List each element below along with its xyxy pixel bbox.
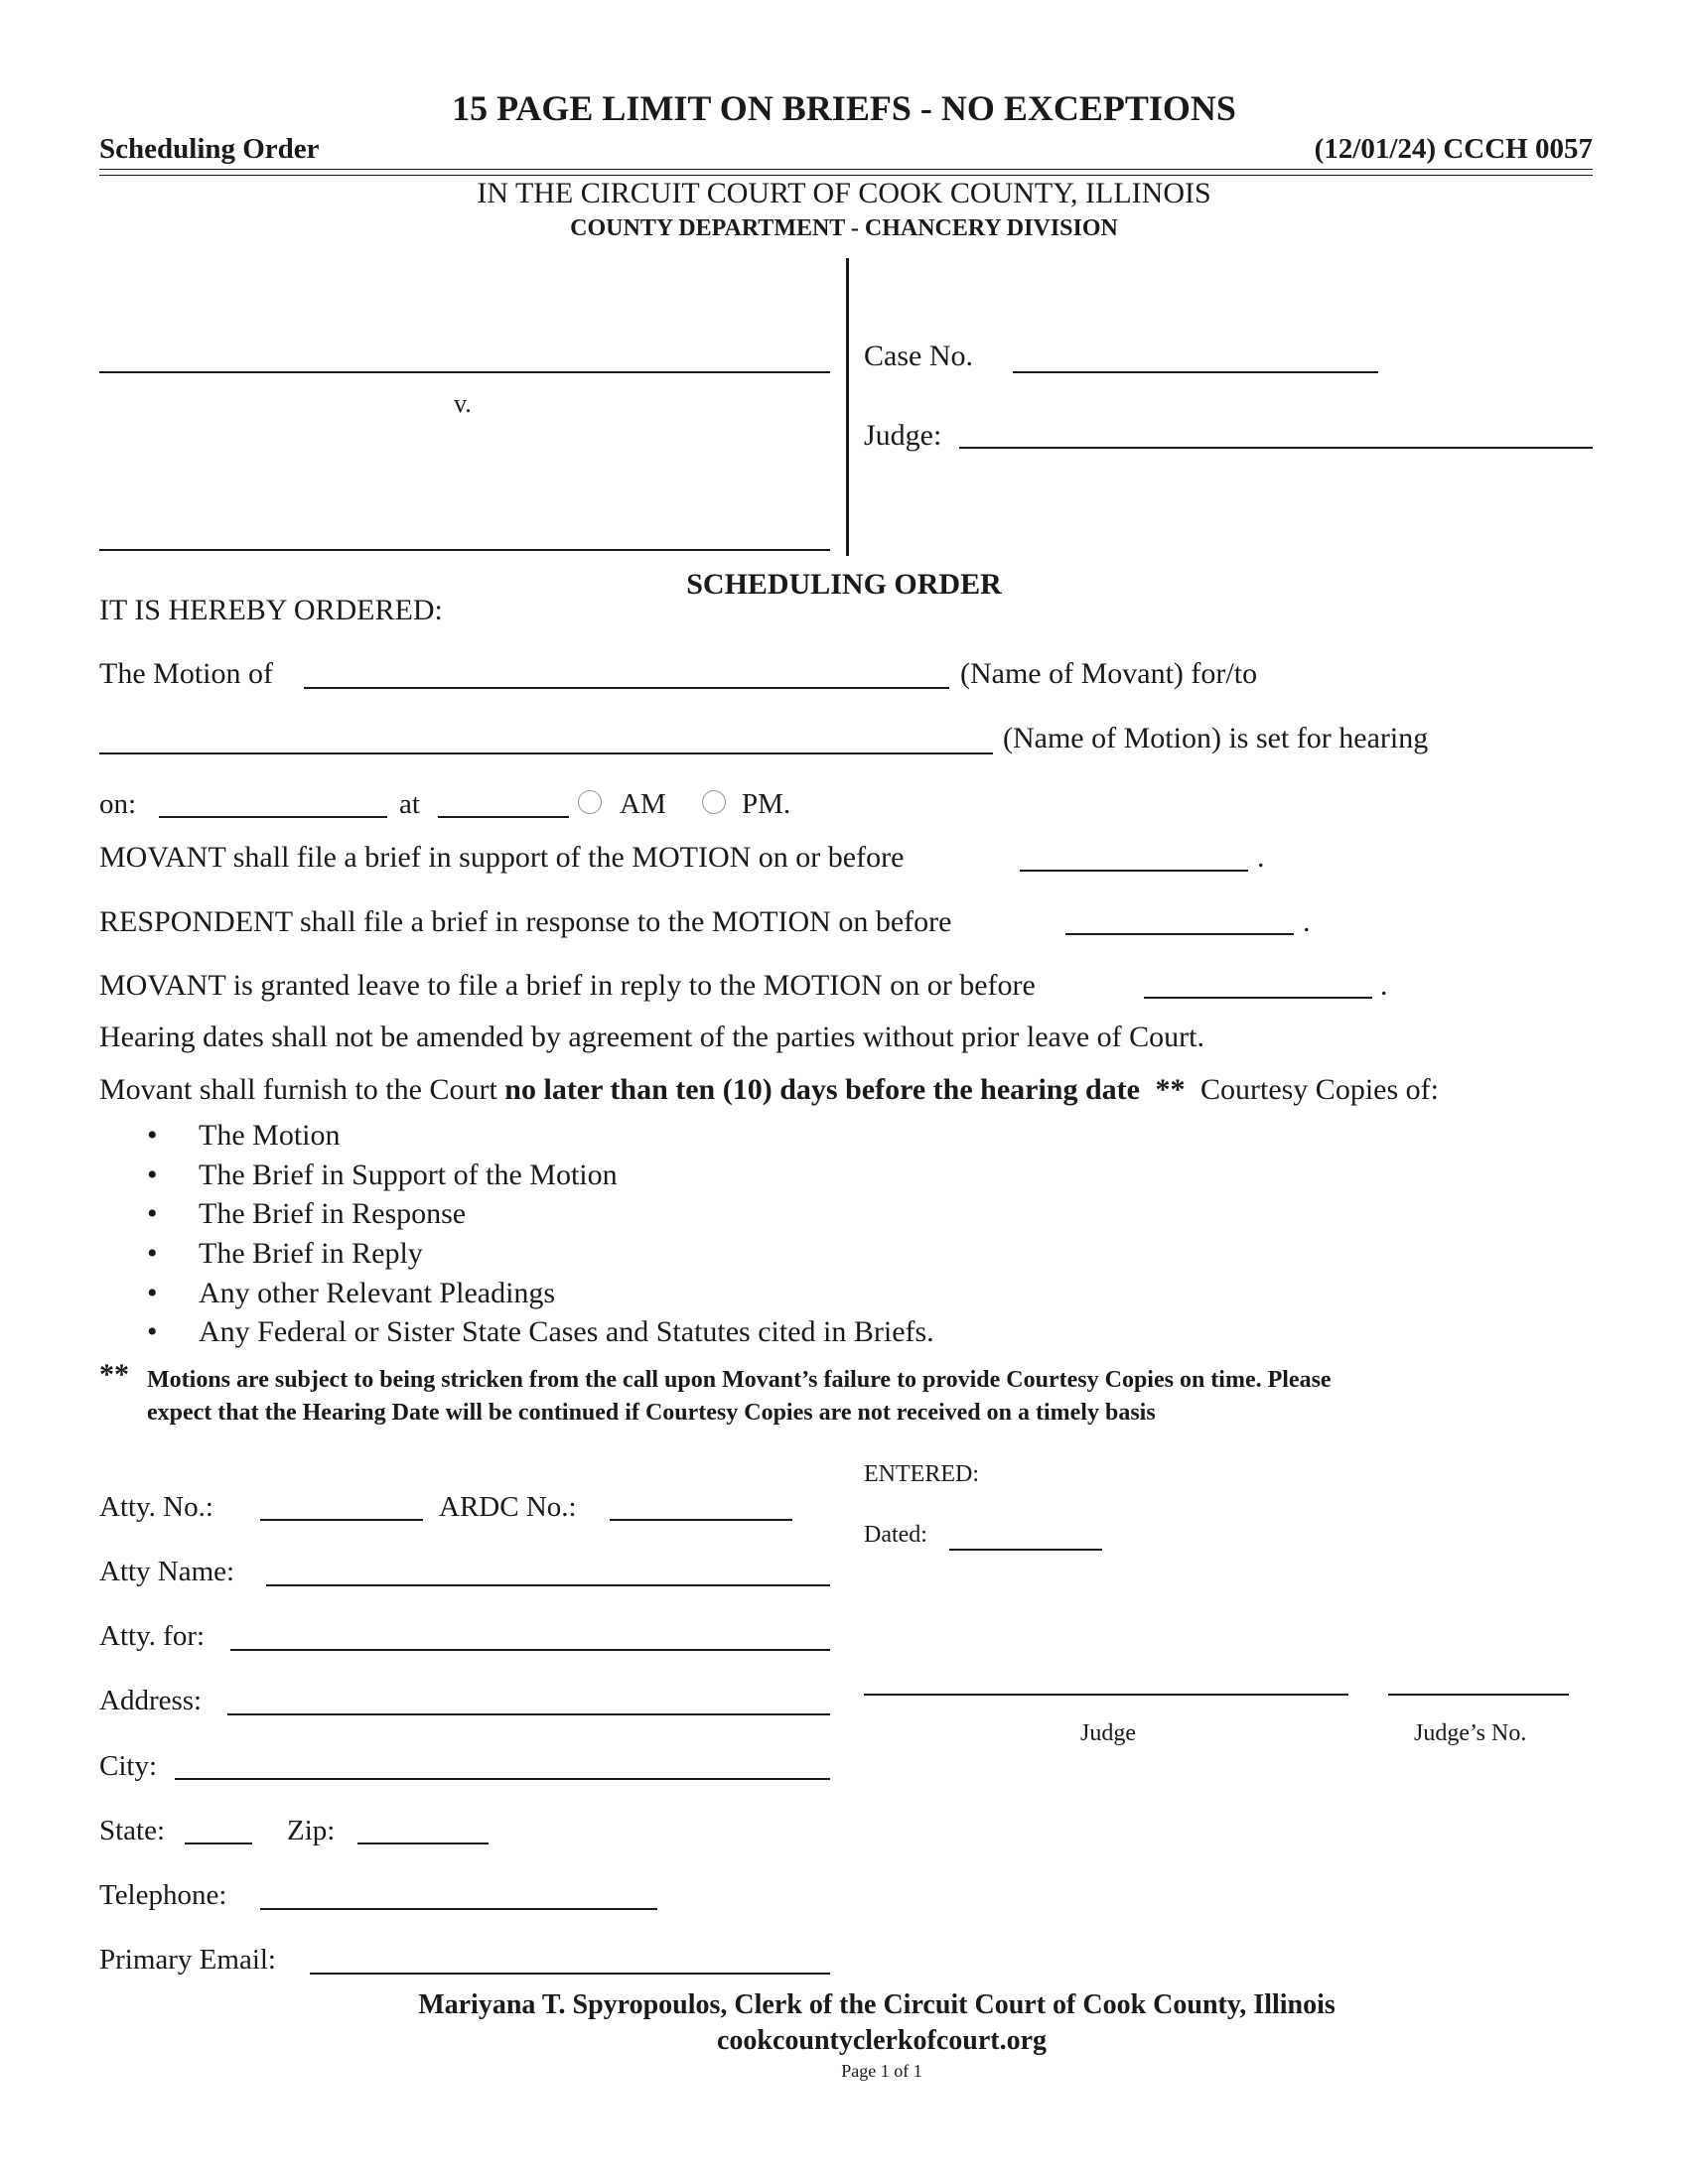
list-item — [142, 1194, 934, 1234]
list-item-text: Any other Relevant Pleadings — [199, 1276, 556, 1309]
movant-hint: (Name of Movant) for/to — [960, 657, 1258, 690]
bullet-icon: • — [147, 1276, 158, 1309]
furnish-deadline: no later than ten (10) days before the hearing date — [504, 1073, 1140, 1106]
atty-for-label: Atty. for: — [99, 1620, 206, 1652]
pm-radio[interactable] — [702, 790, 726, 814]
versus-label: v. — [454, 389, 472, 418]
movant-brief-text: MOVANT shall file a brief in support of the MOTION on or before — [99, 841, 905, 874]
zip-label: Zip: — [287, 1815, 336, 1846]
hearing-date-input[interactable] — [159, 782, 387, 818]
order-intro: IT IS HEREBY ORDERED: — [99, 594, 443, 626]
respondent-brief-period: . — [1303, 905, 1311, 938]
motion-of-label: The Motion of — [99, 657, 273, 690]
movant-name-input[interactable] — [304, 653, 949, 689]
judge-number-label: Judge’s No. — [1414, 1720, 1527, 1746]
clerk-name: Mariyana T. Spyropoulos, Clerk of the Circuit Court of Cook County, Illinois — [418, 1989, 1336, 2020]
court-department: COUNTY DEPARTMENT - CHANCERY DIVISION — [570, 215, 1118, 241]
page-number: Page 1 of 1 — [841, 2061, 922, 2081]
page-limit-banner: 15 PAGE LIMIT ON BRIEFS - NO EXCEPTIONS — [452, 88, 1236, 128]
am-label: AM — [620, 788, 666, 820]
ardc-label: ARDC No.: — [439, 1491, 577, 1523]
list-item — [142, 1116, 934, 1156]
hearing-on-label: on: — [99, 788, 137, 820]
judge-signature-line[interactable] — [864, 1694, 1348, 1696]
furnish-stars: ** — [1155, 1073, 1186, 1106]
ardc-no-input[interactable] — [610, 1485, 792, 1521]
bullet-icon: • — [147, 1197, 158, 1231]
clerk-website[interactable]: cookcountyclerkofcourt.org — [716, 2025, 1048, 2056]
judge-number-line[interactable] — [1388, 1694, 1569, 1696]
telephone-label: Telephone: — [99, 1879, 227, 1911]
email-label: Primary Email: — [99, 1944, 276, 1976]
telephone-input[interactable] — [260, 1874, 657, 1910]
dated-label: Dated: — [864, 1522, 927, 1548]
am-radio[interactable] — [578, 790, 602, 814]
list-item-text: The Brief in Reply — [199, 1237, 423, 1271]
header-rule-top — [99, 169, 1593, 170]
zip-input[interactable] — [357, 1809, 489, 1844]
respondent-brief-date-input[interactable] — [1065, 899, 1294, 935]
state-input[interactable] — [185, 1809, 252, 1844]
entered-label: ENTERED: — [864, 1461, 979, 1487]
dated-input[interactable] — [949, 1515, 1102, 1551]
caption-divider — [846, 258, 849, 556]
amend-notice: Hearing dates shall not be amended by agreement of the parties without prior leave of Court. — [99, 1021, 1204, 1053]
hearing-at-label: at — [399, 788, 420, 820]
atty-no-input[interactable] — [260, 1485, 423, 1521]
reply-brief-date-input[interactable] — [1144, 963, 1372, 999]
bullet-icon: • — [147, 1158, 158, 1191]
court-name: IN THE CIRCUIT COURT OF COOK COUNTY, ILLINOIS — [477, 177, 1211, 209]
email-input[interactable] — [310, 1939, 830, 1975]
reply-brief-period: . — [1380, 969, 1388, 1002]
furnish-notice — [99, 1073, 1439, 1107]
reply-brief-text: MOVANT is granted leave to file a brief in reply to the MOTION on or before — [99, 969, 1036, 1002]
pm-label: PM. — [742, 788, 791, 820]
courtesy-warning-line2: expect that the Hearing Date will be continued if Courtesy Copies are not received on a timely basis — [147, 1400, 1156, 1426]
city-label: City: — [99, 1750, 158, 1782]
state-label: State: — [99, 1815, 166, 1846]
courtesy-warning-line1: Motions are subject to being stricken from the call upon Movant’s failure to provide Courtesy Copies on time. Please — [147, 1367, 1332, 1393]
list-item — [142, 1274, 934, 1313]
list-item-text: The Brief in Response — [199, 1197, 467, 1231]
atty-for-input[interactable] — [230, 1615, 830, 1651]
courtesy-copies-list — [142, 1116, 934, 1352]
defendant-line[interactable] — [99, 549, 830, 551]
plaintiff-line[interactable] — [99, 371, 830, 373]
furnish-prefix: Movant shall furnish to the Court — [99, 1073, 497, 1106]
address-input[interactable] — [227, 1680, 830, 1715]
furnish-suffix: Courtesy Copies of: — [1199, 1073, 1439, 1106]
atty-no-label: Atty. No.: — [99, 1491, 213, 1523]
order-title: SCHEDULING ORDER — [686, 568, 1002, 601]
bullet-icon: • — [147, 1119, 158, 1152]
list-item — [142, 1156, 934, 1195]
atty-name-input[interactable] — [266, 1551, 830, 1586]
bullet-icon: • — [147, 1315, 158, 1349]
motion-hint: (Name of Motion) is set for hearing — [1003, 722, 1429, 754]
list-item — [142, 1234, 934, 1274]
case-no-input[interactable] — [1013, 338, 1378, 373]
atty-name-label: Atty Name: — [99, 1556, 235, 1587]
address-label: Address: — [99, 1685, 203, 1716]
bullet-icon: • — [147, 1237, 158, 1271]
caption-judge-label: Judge: — [864, 419, 942, 452]
list-item — [142, 1312, 934, 1352]
list-item-text: The Brief in Support of the Motion — [199, 1158, 618, 1191]
movant-brief-period: . — [1257, 841, 1265, 874]
respondent-brief-text: RESPONDENT shall file a brief in response to the MOTION on before — [99, 905, 952, 938]
movant-brief-date-input[interactable] — [1020, 836, 1248, 872]
list-item-text: The Motion — [199, 1119, 341, 1152]
hearing-time-input[interactable] — [438, 782, 569, 818]
note-stars: ** — [99, 1358, 129, 1391]
header-rule-bottom — [99, 175, 1593, 176]
city-input[interactable] — [175, 1744, 830, 1780]
motion-name-input[interactable] — [99, 719, 993, 754]
form-code: (12/01/24) CCCH 0057 — [1314, 133, 1593, 165]
case-no-label: Case No. — [864, 340, 973, 372]
judge-signature-label: Judge — [1080, 1720, 1136, 1746]
list-item-text: Any Federal or Sister State Cases and Statutes cited in Briefs. — [199, 1315, 934, 1349]
caption-judge-input[interactable] — [959, 413, 1593, 449]
form-name: Scheduling Order — [99, 133, 320, 165]
